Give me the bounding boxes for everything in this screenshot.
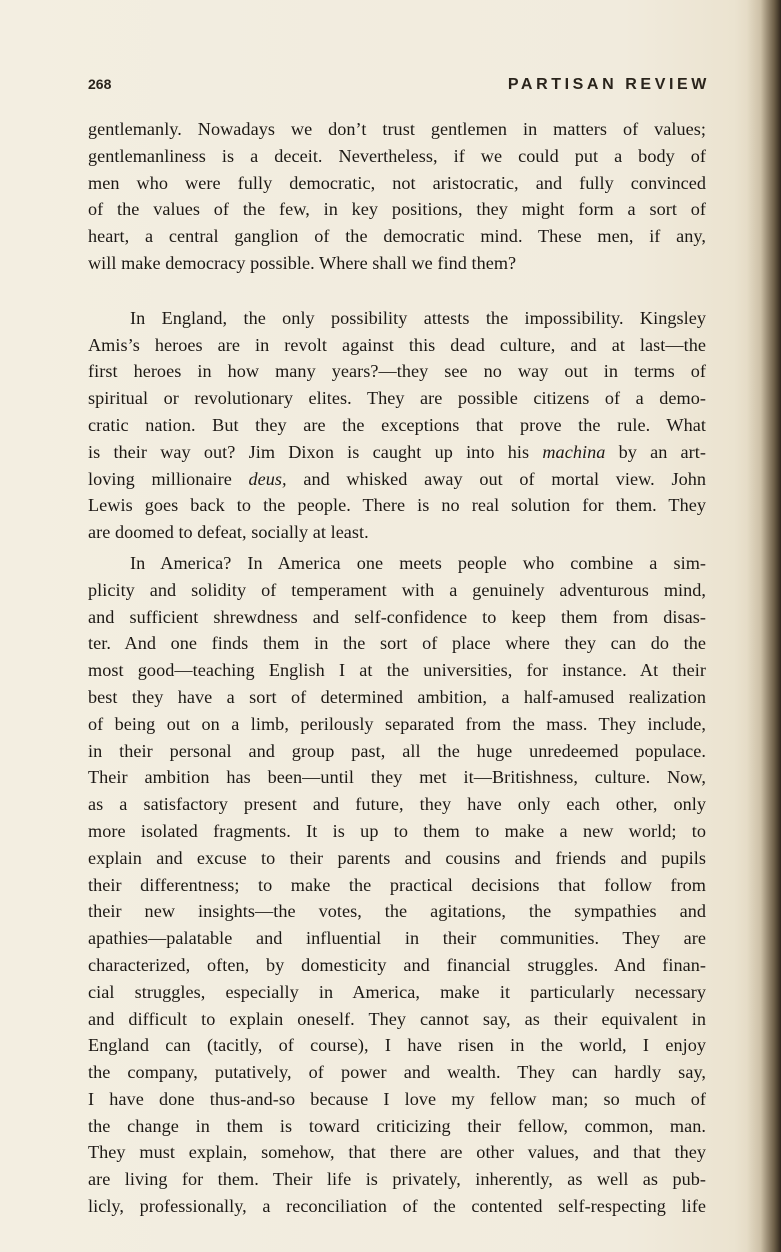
text-line: and difficult to explain oneself. They cannot say, as their equivalent in [88,1008,706,1029]
text-line: are doomed to defeat, socially at least. [88,522,369,543]
text-line: their differentness; to make the practical decisions that follow from [88,874,706,895]
text-line: in their personal and group past, all the huge unredeemed populace. [88,740,706,761]
text-line: ter. And one finds them in the sort of place where they can do the [88,633,706,654]
italic-term: machina [542,441,606,462]
text-line: gentlemanly. Nowadays we don’t trust gentlemen in matters of values; [88,119,706,139]
text-line: characterized, often, by domesticity and financial struggles. And finan- [88,954,706,975]
text-line: gentlemanliness is a deceit. Nevertheless, if we could put a body of [88,145,706,166]
text-line: spiritual or revolutionary elites. They are possible citizens of a demo- [88,388,706,409]
text-line: first heroes in how many years?—they see no way out in terms of [88,361,706,382]
running-head: PARTISAN REVIEW [507,76,710,93]
text-line: cratic nation. But they are the exceptions that prove the rule. What [88,414,706,435]
text-line: best they have a sort of determined ambition, a half-amused realization [88,686,706,707]
text-line: heart, a central ganglion of the democratic mind. These men, if any, [88,226,706,247]
paragraph-spacer [88,277,706,305]
text-line: licly, professionally, a reconciliation of the contented self-respecting life [88,1196,706,1217]
text-line: cial struggles, especially in America, make it particularly necessary [88,981,706,1002]
paragraph-1 [88,116,706,277]
text-line: most good—teaching English I at the universities, for instance. At their [88,660,706,681]
text-line: will make democracy possible. Where shall we find them? [88,252,517,273]
page-number: 268 [88,76,112,92]
text-line: their new insights—the votes, the agitations, the sympathies and [88,901,706,922]
body-text [88,116,706,1220]
text-line: of the values of the few, in key positions, they might form a sort of [88,199,706,220]
text-line: the company, putatively, of power and wealth. They can hardly say, [88,1062,706,1083]
text-line: explain and excuse to their parents and cousins and friends and pupils [88,847,706,868]
page-header [88,76,710,100]
text-line: plicity and solidity of temperament with a genuinely adventurous mind, [88,579,706,600]
text-line: as a satisfactory present and future, they have only each other, only [88,794,706,815]
text-line: They must explain, somehow, that there are other values, and that they [88,1142,706,1163]
text-line: men who were fully democratic, not aristocratic, and fully convinced [88,172,706,193]
text-line: England can (tacitly, of course), I have risen in the world, I enjoy [88,1035,706,1056]
text-line: I have done thus-and-so because I love my fellow man; so much of [88,1088,706,1109]
text-line: of being out on a limb, perilously separated from the mass. They include, [88,713,706,734]
text-line: and sufficient shrewdness and self-confidence to keep them from disas- [88,606,706,627]
text-line: In England, the only possibility attests the impossibility. Kingsley [130,307,706,328]
text-line: the change in them is toward criticizing their fellow, common, man. [88,1115,706,1136]
text-line: In America? In America one meets people who combine a sim- [130,552,706,573]
text-line: Their ambition has been—until they met it—Britishness, culture. Now, [88,767,706,788]
text-line-italic-machina: is their way out? Jim Dixon is caught up into his machina by an art- [88,441,706,462]
paragraph-3 [88,550,706,1220]
text-line: more isolated fragments. It is up to them to make a new world; to [88,820,706,841]
paragraph-2 [88,305,706,546]
text-line-italic-deus: loving millionaire deus, and whisked away out of mortal view. John [88,468,706,489]
page-gutter-shadow [747,0,781,1252]
text-line: are living for them. Their life is privately, inherently, as well as pub- [88,1169,706,1190]
text-line: Amis’s heroes are in revolt against this dead culture, and at last—the [88,334,706,355]
italic-term: deus, [248,468,287,489]
text-line: Lewis goes back to the people. There is no real solution for them. They [88,495,706,516]
text-line: apathies—palatable and influential in their communities. They are [88,928,706,949]
